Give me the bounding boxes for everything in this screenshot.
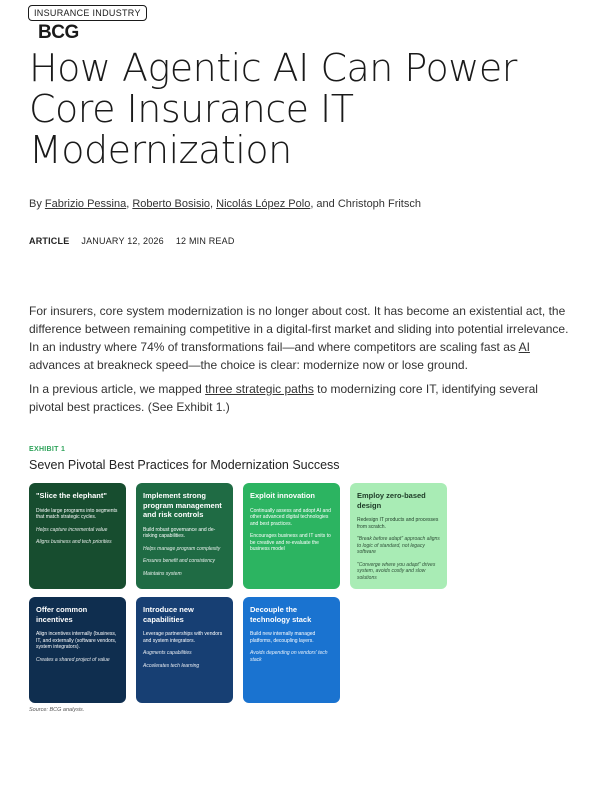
card-title: Employ zero-based design [357, 491, 426, 510]
card-body: Align incentives internally (business, IT, and externally (software vendors, system integrators). [36, 631, 117, 650]
strategic-paths-link[interactable]: three strategic paths [205, 382, 314, 396]
card-body: Continually assess and adopt AI and other advanced digital technologies and best practices. [250, 507, 331, 527]
exhibit-title: Seven Pivotal Best Practices for Modernization Success [29, 458, 340, 472]
card-title: Implement strong program management and risk controls [143, 491, 222, 519]
card-note: Avoids depending on vendors' tech stack [250, 650, 328, 663]
read-time: 12 MIN READ [175, 236, 235, 246]
card-title: Offer common incentives [36, 605, 88, 624]
card-note: Aligns business and tech priorities [36, 539, 112, 545]
card-body: Build robust governance and de-risking capabilities. [143, 526, 216, 539]
intro-paragraph-1 [29, 302, 569, 374]
ai-link[interactable]: AI [518, 340, 530, 354]
intro-p2-text-b: to modernizing core IT, identifying several pivotal best practices. (See Exhibit 1.) [29, 382, 538, 414]
article-date: JANUARY 12, 2026 [81, 236, 164, 246]
author-link-3[interactable]: Nicolás López Polo [216, 198, 311, 210]
practice-card-decouple-stack [243, 597, 340, 703]
byline [29, 198, 421, 210]
card-title: Introduce new capabilities [143, 605, 194, 624]
article-title: How Agentic AI Can Power Core Insurance IT Modernization [29, 46, 517, 172]
exhibit-label: EXHIBIT 1 [29, 446, 66, 453]
byline-separator-1: , [126, 198, 130, 210]
practice-card-new-capabilities [136, 597, 233, 703]
card-note: Maintains system [143, 570, 182, 577]
intro-p2-text-a: In a previous article, we mapped [29, 382, 206, 396]
card-body: Divide large programs into segments that match strategic cycles. [36, 507, 118, 520]
intro-p1-text-b: advances at breakneck speed—the choice is clear: modernize now or lose ground. [29, 358, 468, 372]
article-meta [29, 236, 235, 246]
bcg-logo-text: BCG [38, 22, 79, 43]
byline-separator-3: , and [310, 198, 335, 210]
byline-separator-2: , [210, 198, 214, 210]
card-note: Helps manage program complexity [143, 545, 221, 552]
byline-prefix: By [29, 198, 42, 210]
card-note: "Break before adapt" approach aligns to logic of standard, not legacy software [357, 536, 440, 555]
card-body: Leverage partnerships with vendors and system integrators. [143, 631, 223, 644]
card-body: Build new internally managed platforms, decoupling layers. [250, 631, 316, 644]
card-title: "Slice the elephant" [36, 491, 107, 500]
practice-card-common-incentives [29, 597, 126, 703]
card-note: Accelerates tech learning [143, 662, 200, 669]
card-title: Exploit innovation [250, 491, 315, 500]
card-body: Redesign IT products and processes from scratch. [357, 517, 439, 530]
intro-paragraph-2 [29, 380, 569, 416]
author-link-1[interactable]: Fabrizio Pessina [44, 198, 127, 210]
card-note: Augments capabilities [143, 650, 192, 656]
practice-card-exploit-innovation [243, 483, 340, 589]
card-note: Creates a shared project of value [36, 656, 110, 663]
card-note: Ensures benefit and consistency [143, 558, 215, 564]
exhibit-source: Source: BCG analysis. [29, 707, 85, 713]
intro-p1-text-a: For insurers, core system modernization is no longer about cost. It has become an existential act, the difference between remaining competitive in a digital-first market and sliding into potential irrelevance. In an industry where 74% of transformations fail—and where competitors are scaling fast as [29, 304, 569, 354]
practice-card-slice-elephant [29, 483, 126, 589]
card-title: Decouple the technology stack [250, 605, 312, 624]
card-note: Helps capture incremental value [36, 526, 108, 533]
card-note: "Converge where you adapt" drives system, avoids costly and slow solutions [357, 561, 436, 581]
author-link-2[interactable]: Roberto Bosisio [132, 198, 211, 210]
industry-tag[interactable]: INSURANCE INDUSTRY [28, 5, 147, 21]
article-type: ARTICLE [29, 236, 70, 246]
best-practices-grid [29, 483, 440, 703]
practice-card-zero-based-design [350, 483, 447, 589]
author-name-4: Christoph Fritsch [337, 198, 421, 210]
card-note: Encourages business and IT units to be creative and re-evaluate the business model [250, 533, 331, 552]
practice-card-program-management [136, 483, 233, 589]
